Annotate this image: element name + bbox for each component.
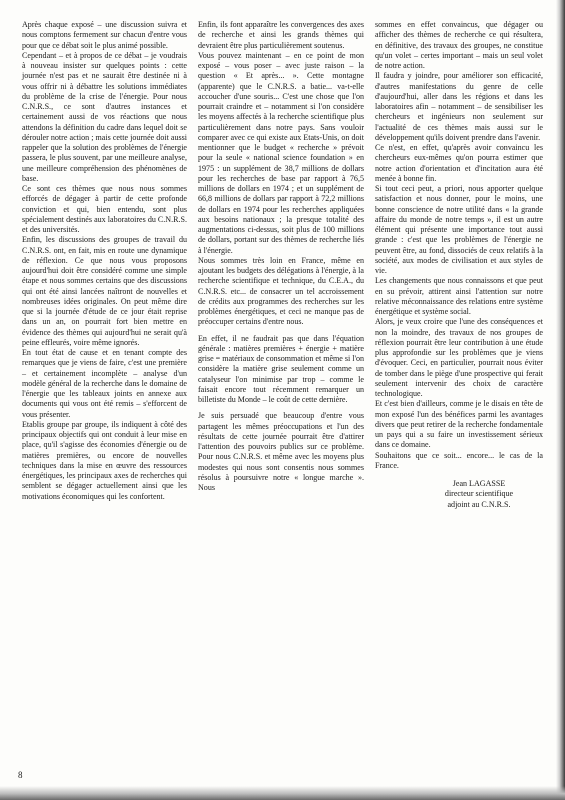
scan-edge-shadow xyxy=(556,0,565,800)
paragraph: Je suis persuadé que beaucoup d'entre vous partagent les mêmes préoccupations et l'un des résultats de cette journée pourrait être d'attirer l'attention des pouvoirs publics sur ce problème. Pour nous C.N.R.S. et même avec les moyens plus modestes qui nous sont consentis nous sommes résolus à poursuivre notre « longue marche ». Nous xyxy=(198,411,364,492)
paragraph: Ce sont ces thèmes que nous nous sommes efforcés de dégager à partir de cette profonde conviction et qui, bien entendu, sont plus spécialement destinés aux laboratoires du C.N.R.S. et des universités. xyxy=(22,184,187,234)
paragraph: sommes en effet convaincus, que dégager ou afficher des thèmes de recherche ce qui résultera, en définitive, des travaux des groupes, ne constitue qu'un volet – certes important – mais un seul volet de notre action. xyxy=(375,20,543,70)
paragraph: En tout état de cause et en tenant compte des remarques que je viens de faire, c'est une première – et certainement incomplète – analyse d'un modèle général de la recherche dans le domaine de l'énergie que les tableaux joints en annexe aux documents qui vous ont été remis – s'efforcent de vous présenter. xyxy=(22,348,187,419)
signature-title: adjoint au C.N.R.S. xyxy=(447,499,511,509)
signature-name: Jean LAGASSE xyxy=(452,479,506,488)
paragraph: Si tout ceci peut, a priori, nous apporter quelque satisfaction et nous donner, pour le moins, une bonne conscience de notre utilité dans « la grande affaire du monde de notre temps », il est un autre élément qui présente une importance tout aussi grande : c'est que les problèmes de l'énergie ne peuvent être, au fond, dissociés de ceux relatifs à la société, aux modes de civilisation et aux styles de vie. xyxy=(375,184,543,275)
signature-title: directeur scientifique xyxy=(444,489,514,499)
page-number: 8 xyxy=(18,770,23,780)
paragraph: Enfin, ils font apparaître les convergences des axes de recherche et ainsi les grands thèmes qui devraient être plus particulièrement soutenus. xyxy=(198,20,364,50)
paragraph: Il faudra y joindre, pour améliorer son efficacité, d'autres manifestations du genre de celle d'aujourd'hui, aller dans les régions et dans les laboratoires afin – notamment – de sensibiliser les chercheurs et ingénieurs non seulement sur l'actualité de ces thèmes mais aussi sur le développement qu'ils doivent prendre dans l'avenir. xyxy=(375,71,543,142)
paragraph: Cependant – et à propos de ce débat – je voudrais à nouveau insister sur quelques points : cette journée n'est pas et ne saurait être destinée ni à vous offrir ni à débattre les solutions immédiates du problème de la crise de l'énergie. Pour nous C.N.R.S., ce sont d'autres instances et certainement aussi de vos réactions que nous attendons la définition du cadre dans lequel doit se dérouler notre action ; mais cette journée doit aussi rappeler que la solution des problèmes de l'énergie passera, le plus souvent, par une meilleure analyse, une meilleure compréhension des phénomènes de base. xyxy=(22,50,187,183)
paragraph: Et c'est bien d'ailleurs, comme je le disais en tête de mon exposé l'un des bénéfices parmi les avantages divers que peut retirer de la recherche fondamentale un pays qui a su faire un investissement sérieux dans ce domaine. xyxy=(375,399,543,450)
text-column-3 xyxy=(375,20,543,510)
paragraph: Souhaitons que ce soit... encore... le cas de la France. xyxy=(375,450,543,470)
paragraph: Les changements que nous connaissons et que peut en su prévoir, attirent ainsi l'attention sur notre relative méconnaissance des relations entre système énergétique et système social. xyxy=(375,276,543,316)
paragraph: Enfin, les discussions des groupes de travail du C.N.R.S. ont, en fait, mis en route une dynamique de réflexion. Ce que nous vous proposons aujourd'hui doit être considéré comme une simple étape et nous sommes certains que des discussions qui ont été ainsi lancées naîtront de nouvelles et nombreuses idées originales. On peut même dire que si la journée d'étude de ce jour était reprise dans un an, on pourrait fort bien mettre en évidence des thèmes qui aujourd'hui ne serait qu'à peine effleurés, voire même ignorés. xyxy=(22,235,187,347)
text-column-1 xyxy=(22,20,187,502)
signature-block xyxy=(375,479,543,510)
scan-edge-shadow xyxy=(0,786,565,800)
paragraph: Vous pouvez maintenant – en ce point de mon exposé – vous poser – avec juste raison – la question « Et après... ». Cette montagne (apparente) que le C.N.R.S. a batie... va-t-elle accoucher d'une souris... C'est une chose que l'on pourrait craindre et – notamment si l'on considère les moyens affectés à la recherche scientifique plus particulièrement dans notre pays. Sans vouloir comparer avec ce qui existe aux Etats-Unis, on doit mentionner que le budget « recherche » prévoit pour la seule « national science foundation » en 1975 : un supplément de 38,7 millions de dollars pour les recherches de base par rapport à 76,5 millions de dollars en 1974 ; et un supplément de 66,8 millions de dollars par rapport à 72,2 millions de dollars en 1974 pour les recherches appliquées aux besoins nationaux ; la presque totalité des augmentations ci-dessus, soit plus de 100 millions de dollars, portant sur des thèmes de recherche liés à l'énergie. xyxy=(198,50,364,255)
paragraph: Nous sommes très loin en France, même en ajoutant les budgets des délégations à l'énergie, à la recherche scientifique et technique, du C.E.A., du C.N.R.S. etc... de consacrer un tel accroissement de crédits aux programmes des recherches sur les problèmes énergétiques, et ceci ne manque pas de préoccuper certains d'entre nous. xyxy=(198,255,364,327)
paragraph: Alors, je veux croire que l'une des conséquences et non la moindre, des travaux de nos groupes de réflexion pourrait être leur contribution à une étude plus approfondie sur les problèmes que je viens d'évoquer. Ceci, en particulier, pourrait nous éviter de tomber dans le piège d'une prospective qui ferait seulement intervenir des choix de caractère technologique. xyxy=(375,317,543,398)
paragraph: Etablis groupe par groupe, ils indiquent à côté des principaux objectifs qui ont conduit à leur mise en place, qu'il s'agisse des économies d'énergie ou de matières premières, ou encore de nouvelles techniques dans la mise en œuvre des ressources énergétiques, les principaux axes de recherches qui semblent se dégager actuellement ainsi que les motivations économiques qui les confortent. xyxy=(22,419,187,501)
text-column-2 xyxy=(198,20,364,493)
paragraph: Après chaque exposé – une discussion suivra et nous comptons fermement sur chacun d'entre vous pour que ce débat soit le plus animé possible. xyxy=(22,20,187,50)
paragraph: Ce n'est, en effet, qu'après avoir convaincu les chercheurs eux-mêmes qu'on pourra estimer que notre action d'orientation et d'incitation aura été menée à bonne fin. xyxy=(375,143,543,183)
paragraph: En effet, il ne faudrait pas que dans l'équation générale : matières premières + énergie + matière grise = matériaux de consommation et même si l'on considère la matière grise seulement comme un catalyseur l'on minimise par trop – comme le faisait encore tout récemment remarquer un billetiste du Monde – le coût de cette dernière. xyxy=(198,333,364,404)
